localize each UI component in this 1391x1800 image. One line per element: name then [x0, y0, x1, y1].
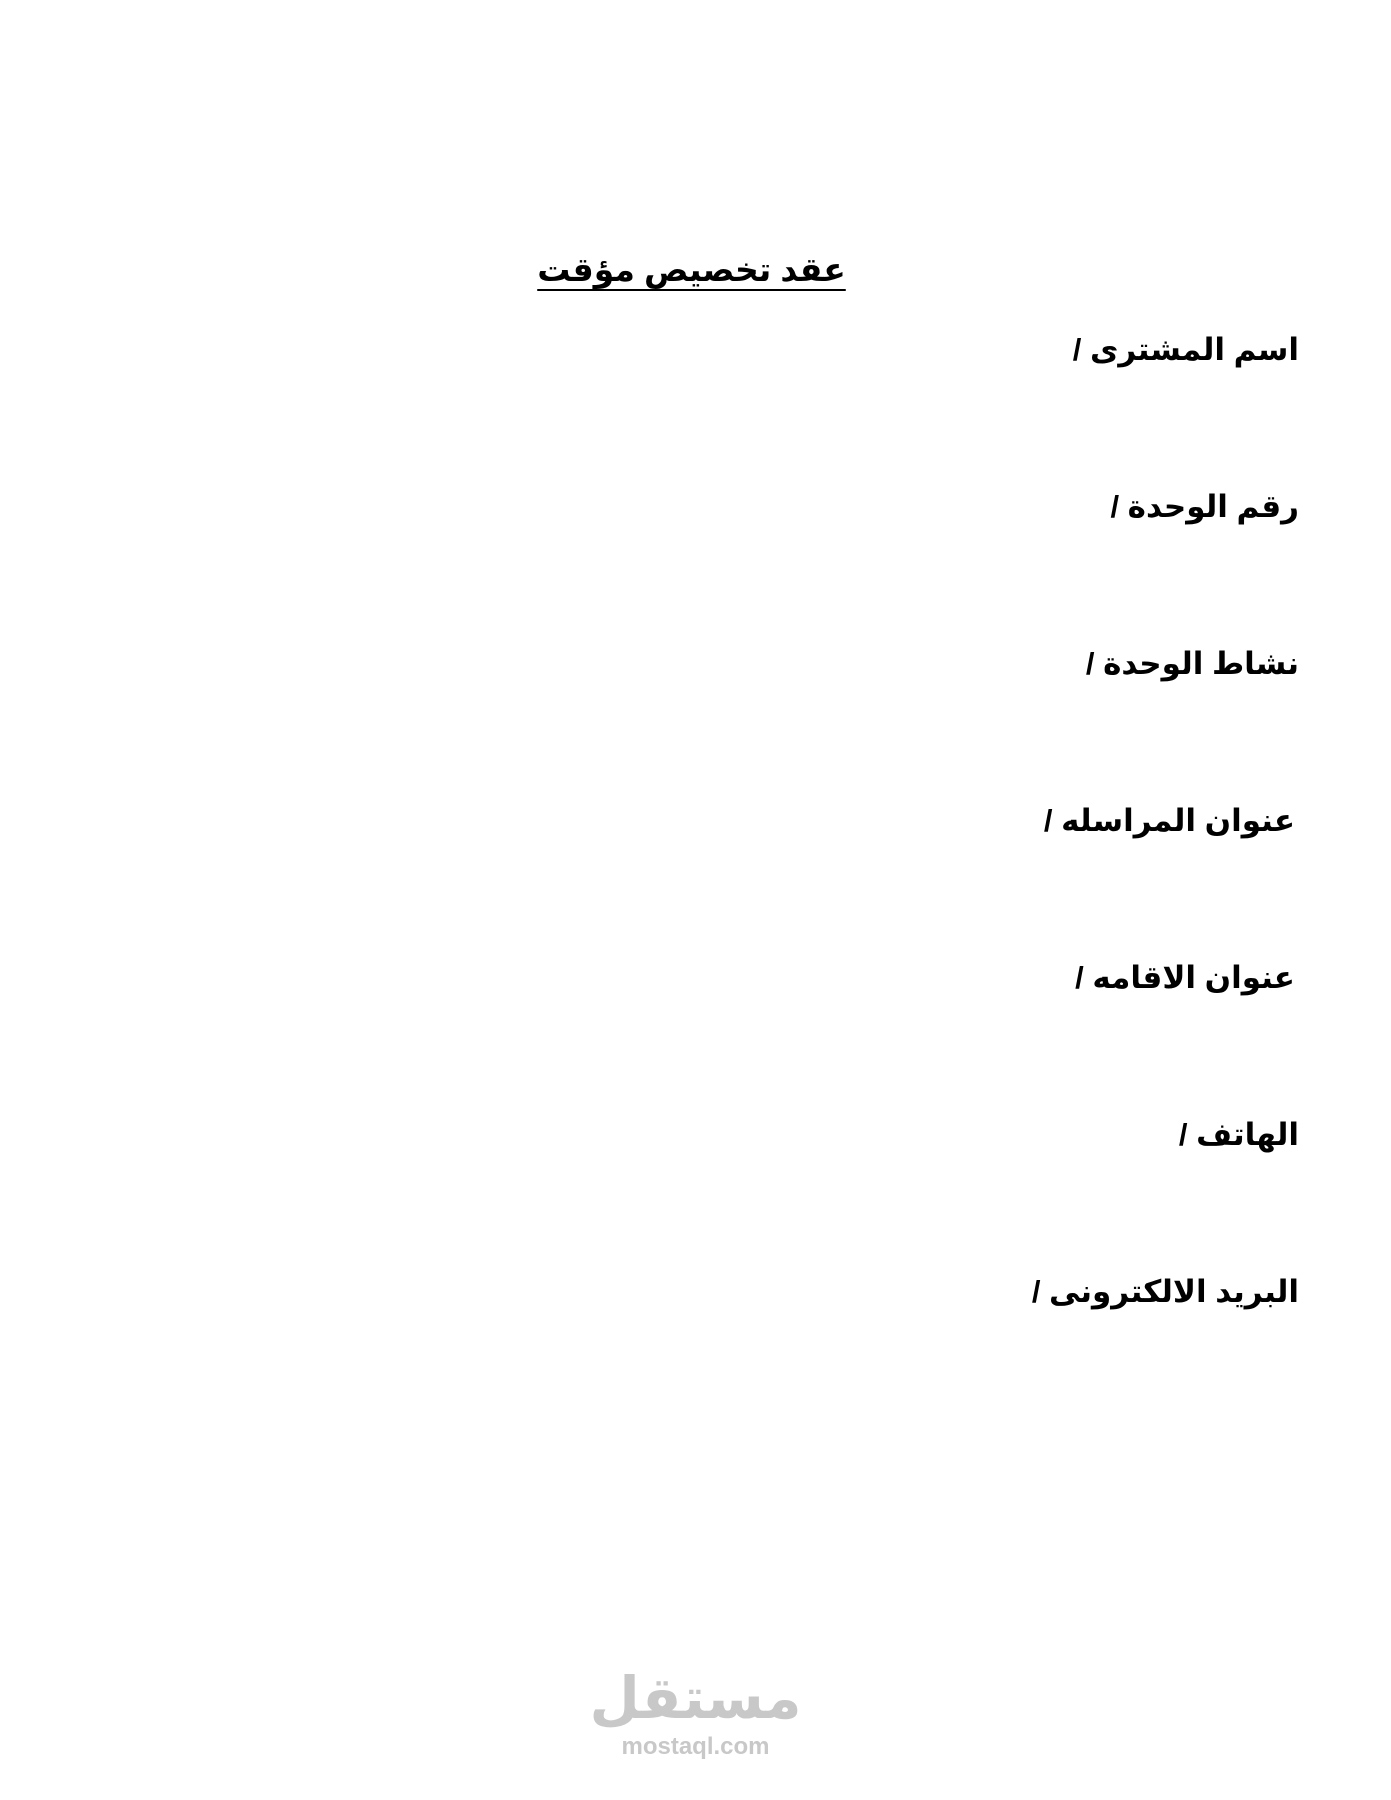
document-title-text: عقد تخصيص مؤقت [537, 251, 846, 288]
watermark-logo: مستقل [589, 1666, 802, 1731]
field-unit-number: رقم الوحدة / [1110, 489, 1299, 524]
watermark [0, 1668, 1391, 1762]
field-buyer-name: اسم المشترى / [1072, 332, 1299, 367]
field-email: البريد الالكترونى / [1031, 1274, 1299, 1309]
watermark-url: mostaql.com [621, 1733, 770, 1760]
document-title [0, 248, 1391, 292]
field-unit-activity: نشاط الوحدة / [1085, 646, 1299, 681]
field-phone: الهاتف / [1178, 1117, 1299, 1152]
field-residence-address: عنوان الاقامه / [1075, 960, 1295, 995]
field-mailing-address: عنوان المراسله / [1043, 803, 1295, 838]
